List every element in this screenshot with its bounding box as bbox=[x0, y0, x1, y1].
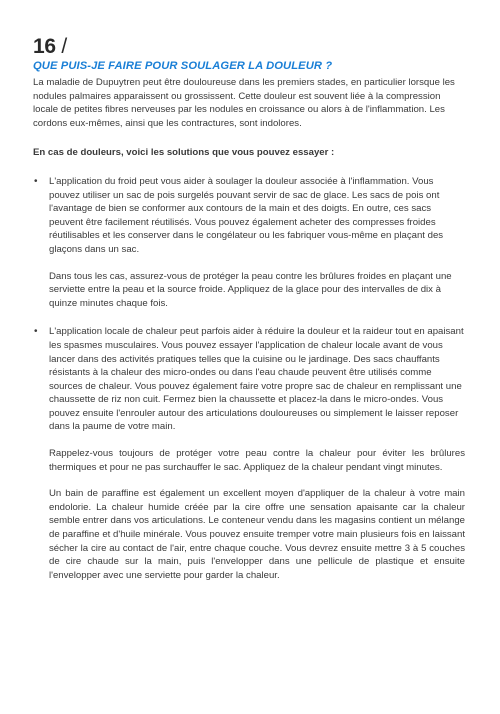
bullet-cold-paragraph-2: Dans tous les cas, assurez-vous de protéger la peau contre les brûlures froides en plaçant une serviette entre la peau et la source froide. Appliquez de la glace pour des intervalles de dix à quinze minutes chaque fois. bbox=[49, 270, 452, 309]
bullet-item-heat bbox=[33, 325, 465, 434]
bullet-heat-paragraph-3: Un bain de paraffine est également un excellent moyen d'appliquer de la chaleur à votre main endolorie. La chaleur humide créée par la cire offre une sensation apaisante car la chaleur semble entrer dans vos articulations. Le conteneur vendu dans les magasins contient un mélange de paraffine et d'huile minérale. Vous pouvez ensuite tremper votre main plusieurs fois en laissant sécher la cire au contact de l'air, entre chaque couche. Vous devrez ensuite mettre 3 à 5 couches de cire chaude sur la main, puis l'envelopper dans une pellicule de plastique et ensuite l'envelopper avec une serviette pour garder la chaleur. bbox=[49, 488, 465, 581]
bullet-text: L'application locale de chaleur peut parfois aider à réduire la douleur et la raideur tout en apaisant les spasmes musculaires. Vous pouvez essayer l'application de chaleur locale avant de vous lancer dans des activités pratiques telles que la cuisine ou le jardinage. Des sacs chauffants résistants à la chaleur des micro-ondes ou dans l'eau chaude peuvent être utilisés comme sources de chaleur. Vous pouvez également faire votre propre sac de chaleur en remplissant une chaussette de riz non cuit. Fermez bien la chaussette et placez-la dans le micro-ondes. Vous pouvez ensuite l'enrouler autour des articulations douloureuses ou simplement le laisser reposer dans la paume de votre main. bbox=[49, 326, 464, 433]
page-number-separator: / bbox=[61, 35, 67, 58]
page-number bbox=[33, 36, 465, 58]
bullet-text: L'application du froid peut vous aider à soulager la douleur associée à l'inflammation. Vous pouvez utiliser un sac de pois surgelés pouvant servir de sac de glace. Les sacs de pois ont l'avantage de bien se conformer aux contours de la main et des doigts. En outre, ces sacs peuvent être facilement réutilisés. Vous pouvez également acheter des compresses froides réutilisables et les conserver dans le congélateur ou les fabriquer vous-même en plaçant des glaçons dans un sac. bbox=[49, 175, 444, 255]
page-content bbox=[33, 36, 465, 582]
section-title: QUE PUIS-JE FAIRE POUR SOULAGER LA DOULEUR ? bbox=[33, 60, 333, 72]
bullet-heat-paragraph-2: Rappelez-vous toujours de protéger votre peau contre la chaleur pour éviter les brûlures thermiques et pour ne pas surchauffer le sac. Appliquez de la chaleur pendant vingt minutes. bbox=[49, 448, 465, 473]
subheading: En cas de douleurs, voici les solutions que vous pouvez essayer : bbox=[33, 147, 335, 159]
bullet-item-cold bbox=[33, 175, 465, 257]
bullet-marker: • bbox=[34, 175, 38, 187]
intro-paragraph: La maladie de Dupuytren peut être douloureuse dans les premiers stades, en particulier lorsque les nodules palmaires apparaissent ou grossissent. Cette douleur est souvent liée à la compression locale de petites fibres nerveuses par les nodules en croissance ou alors à de l'inflammation. Les cordons eux-mêmes, ainsi que les contractures, sont indolores. bbox=[33, 77, 455, 129]
page-number-value: 16 bbox=[33, 35, 56, 58]
bullet-marker: • bbox=[34, 326, 38, 338]
